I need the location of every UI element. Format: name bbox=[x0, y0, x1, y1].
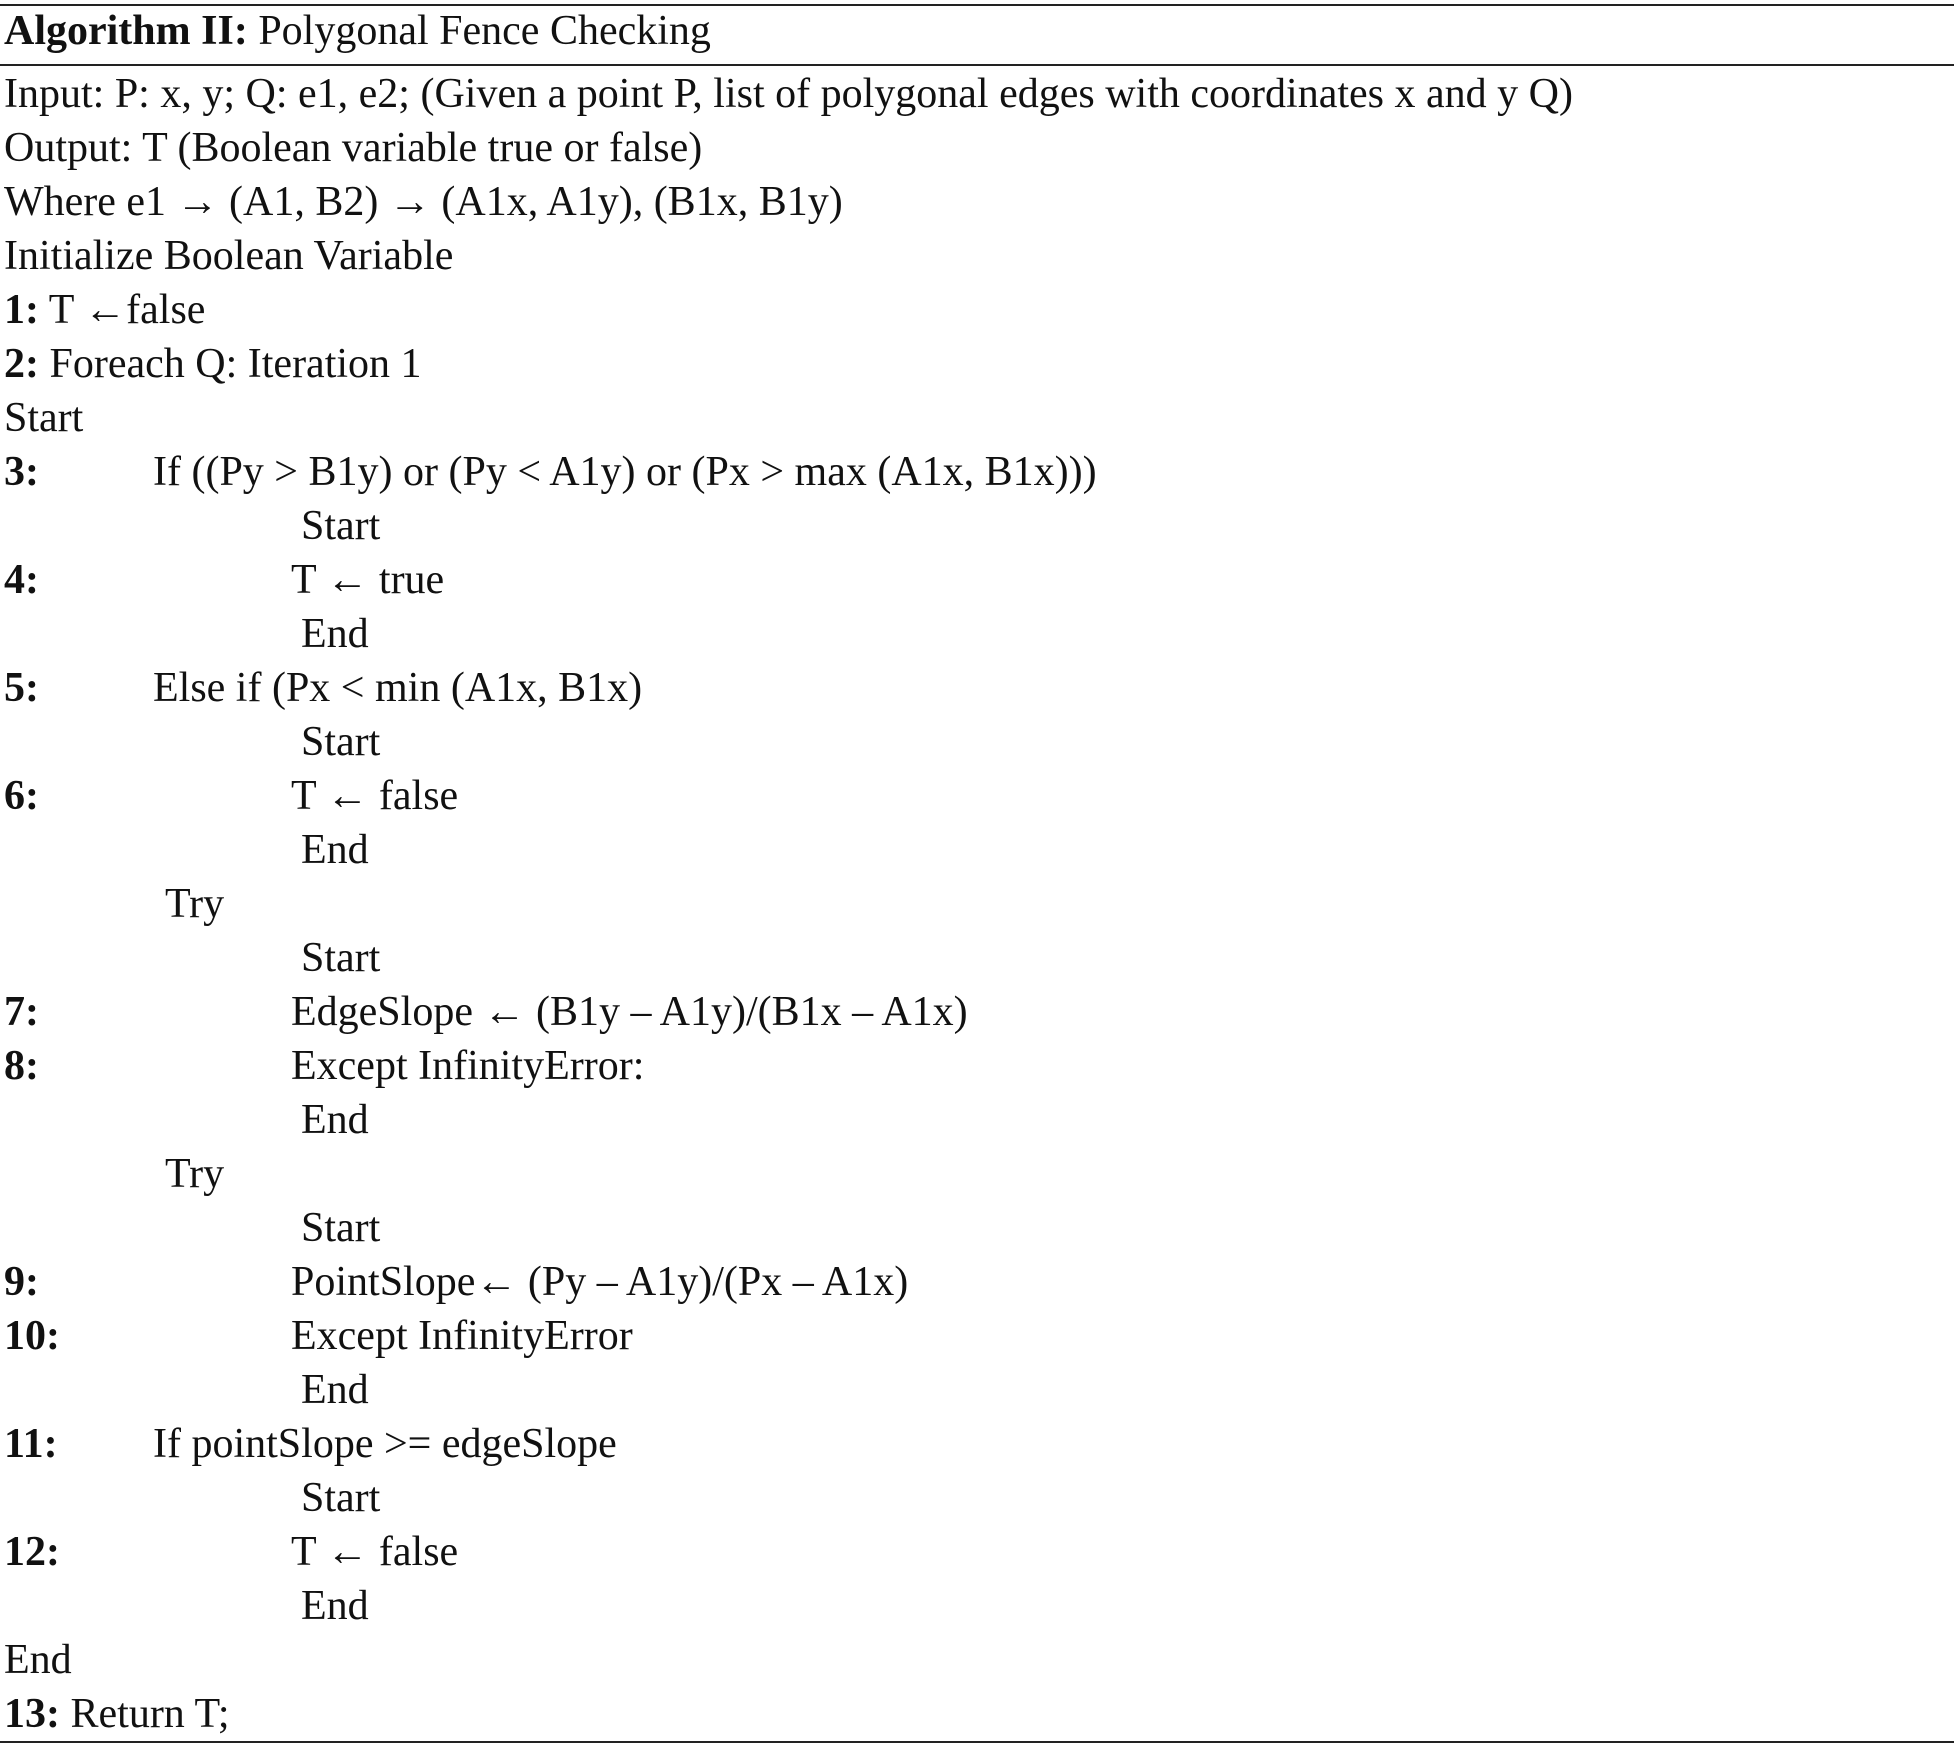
step-text: Foreach Q: Iteration 1 bbox=[49, 341, 422, 387]
step-number: 4: bbox=[4, 557, 39, 603]
step-text: End bbox=[301, 1367, 369, 1413]
output-text: Output: T (Boolean variable true or false) bbox=[4, 125, 703, 171]
step-number: 13: bbox=[4, 1691, 60, 1737]
step-text: If ((Py > B1y) or (Py < A1y) or (Px > max (A1x, B1x))) bbox=[153, 449, 1097, 495]
bottom-rule bbox=[0, 1741, 1954, 1743]
step-number: 11: bbox=[4, 1421, 58, 1467]
step-text: Start bbox=[301, 1475, 381, 1521]
step-text: Except InfinityError bbox=[291, 1313, 633, 1359]
step-text: End bbox=[301, 1583, 369, 1629]
step-number: 12: bbox=[4, 1529, 60, 1575]
step-number: 10: bbox=[4, 1313, 60, 1359]
step-text: Try bbox=[165, 881, 225, 927]
step-number: 3: bbox=[4, 449, 39, 495]
step-text: Return T; bbox=[70, 1691, 230, 1737]
step-text: Try bbox=[165, 1151, 225, 1197]
algorithm-title-text: Polygonal Fence Checking bbox=[247, 8, 711, 54]
step-text: End bbox=[301, 611, 369, 657]
step-text: T ←false bbox=[48, 287, 206, 333]
step-number: 5: bbox=[4, 665, 39, 711]
algorithm-title-label: Algorithm II: bbox=[4, 8, 248, 54]
step-text: End bbox=[301, 827, 369, 873]
initialize-text: Initialize Boolean Variable bbox=[4, 233, 454, 279]
step-number: 6: bbox=[4, 773, 39, 819]
step-text: Start bbox=[301, 503, 381, 549]
step-text: EdgeSlope ← (B1y – A1y)/(B1x – A1x) bbox=[291, 989, 968, 1035]
title-rule bbox=[0, 64, 1954, 66]
step-text: Else if (Px < min (A1x, B1x) bbox=[153, 665, 643, 711]
step-text: T ← false bbox=[291, 773, 459, 819]
where-text: Where e1 → (A1, B2) → (A1x, A1y), (B1x, B1y) bbox=[4, 179, 843, 225]
input-text: Input: P: x, y; Q: e1, e2; (Given a point P, list of polygonal edges with coordinates x and y Q) bbox=[4, 71, 1573, 117]
step-text: T ← false bbox=[291, 1529, 459, 1575]
step-number: 7: bbox=[4, 989, 39, 1035]
step-number: 8: bbox=[4, 1043, 39, 1089]
step-text: PointSlope← (Py – A1y)/(Px – A1x) bbox=[291, 1259, 909, 1305]
step-text: Start bbox=[301, 719, 381, 765]
step-text: If pointSlope >= edgeSlope bbox=[153, 1421, 617, 1467]
step-number: 9: bbox=[4, 1259, 39, 1305]
step-text: Start bbox=[301, 935, 381, 981]
step-number: 1: bbox=[4, 287, 39, 333]
step-number: 2: bbox=[4, 341, 39, 387]
step-text: T ← true bbox=[291, 557, 445, 603]
step-text: End bbox=[4, 1637, 72, 1683]
step-text: Except InfinityError: bbox=[291, 1043, 645, 1089]
step-text: End bbox=[301, 1097, 369, 1143]
step-text: Start bbox=[301, 1205, 381, 1251]
step-text: Start bbox=[4, 395, 84, 441]
